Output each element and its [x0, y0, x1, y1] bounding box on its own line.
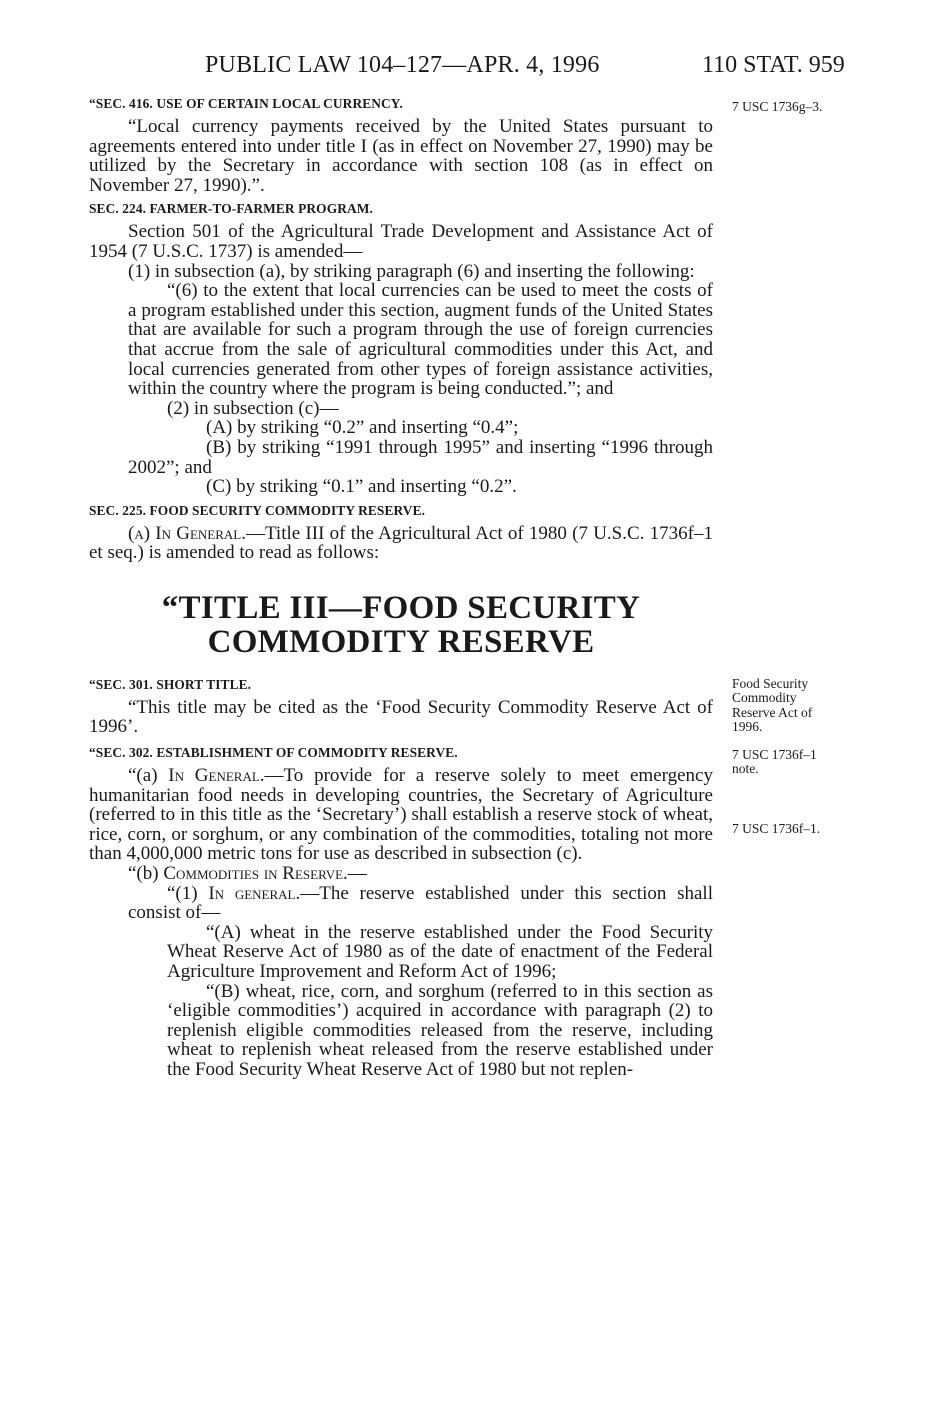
title-heading: “TITLE III—FOOD SECURITY COMMODITY RESERVE [161, 589, 641, 660]
paragraph: (a) In General.—Title III of the Agricultural Act of 1980 (7 U.S.C. 1736f–1 et seq.) is amended to read as follows: [89, 522, 713, 564]
subparagraph: (B) by striking “1991 through 1995” and inserting “1996 through 2002”; and [128, 436, 713, 478]
paragraph: “(a) In General.—To provide for a reserve solely to meet emergency humanitarian food needs in developing countries, the Secretary of Agriculture (referred to in this title as the ‘Secretary’) shall establish a reserve stock of wheat, rice, corn, or sorghum, or any combination of the commodities, totaling not more than 4,000,000 metric tons for use as described in subsection (c). [89, 765, 713, 865]
section-heading: “SEC. 416. USE OF CERTAIN LOCAL CURRENCY. [89, 96, 403, 111]
subparagraph: “(B) wheat, rice, corn, and sorghum (referred to in this section as ‘eligible commodities’) acquired in accordance with paragraph (2) to replenish eligible commodities released from the reserve, including wheat to replenish wheat released from the reserve established under the Food Security Wheat Reserve Act of 1980 but not replen- [167, 980, 713, 1080]
paragraph: (2) in subsection (c)— [167, 397, 339, 419]
margin-note-citation: 7 USC 1736f–1 note. [732, 747, 817, 777]
margin-note-citation: 7 USC 1736f–1. [732, 821, 821, 836]
subparagraph: (A) by striking “0.2” and inserting “0.4”; [206, 417, 519, 439]
section-heading: SEC. 224. FARMER-TO-FARMER PROGRAM. [89, 201, 373, 217]
paragraph: “This title may be cited as the ‘Food Security Commodity Reserve Act of 1996’. [89, 696, 713, 738]
section-heading: “SEC. 302. ESTABLISHMENT OF COMMODITY RESERVE. [89, 745, 458, 761]
section-heading: SEC. 225. FOOD SECURITY COMMODITY RESERVE. [89, 502, 426, 518]
quoted-paragraph: “(6) to the extent that local currencies can be used to meet the costs of a program established under this section, augment funds of the United States that are available for such a program through the use of foreign currencies that accrue from the sale of agricultural commodities under this Act, and local currencies generated from other types of foreign assistance activities, within the country where the program is being conducted.”; and [128, 280, 713, 400]
margin-note-short-title: Food Security Commodity Reserve Act of 1996. [732, 676, 813, 735]
subparagraph: (C) by striking “0.1” and inserting “0.2”. [206, 476, 517, 498]
paragraph: Section 501 of the Agricultural Trade Development and Assistance Act of 1954 (7 U.S.C. 1737) is amended— [89, 221, 713, 262]
page-body [89, 96, 713, 1080]
paragraph: “(b) Commodities in Reserve.— [128, 863, 367, 885]
subparagraph: “(A) wheat in the reserve established under the Food Security Wheat Reserve Act of 1980 as of the date of enactment of the Federal Agriculture Improvement and Reform Act of 1996; [167, 921, 713, 982]
paragraph: (1) in subsection (a), by striking paragraph (6) and inserting the following: [128, 260, 695, 282]
paragraph: “Local currency payments received by the United States pursuant to agreements entered into under title I (as in effect on November 27, 1990) may be utilized by the Secretary in accordance with section 108 (as in effect on November 27, 1990).”. [89, 116, 713, 196]
section-heading: “SEC. 301. SHORT TITLE. [89, 676, 252, 692]
margin-note-citation: 7 USC 1736g–3. [732, 99, 823, 114]
running-header-page: 110 STAT. 959 [702, 52, 845, 78]
paragraph: “(1) In general.—The reserve established under this section shall consist of— [128, 882, 713, 924]
running-header-left: PUBLIC LAW 104–127—APR. 4, 1996 [205, 52, 600, 78]
